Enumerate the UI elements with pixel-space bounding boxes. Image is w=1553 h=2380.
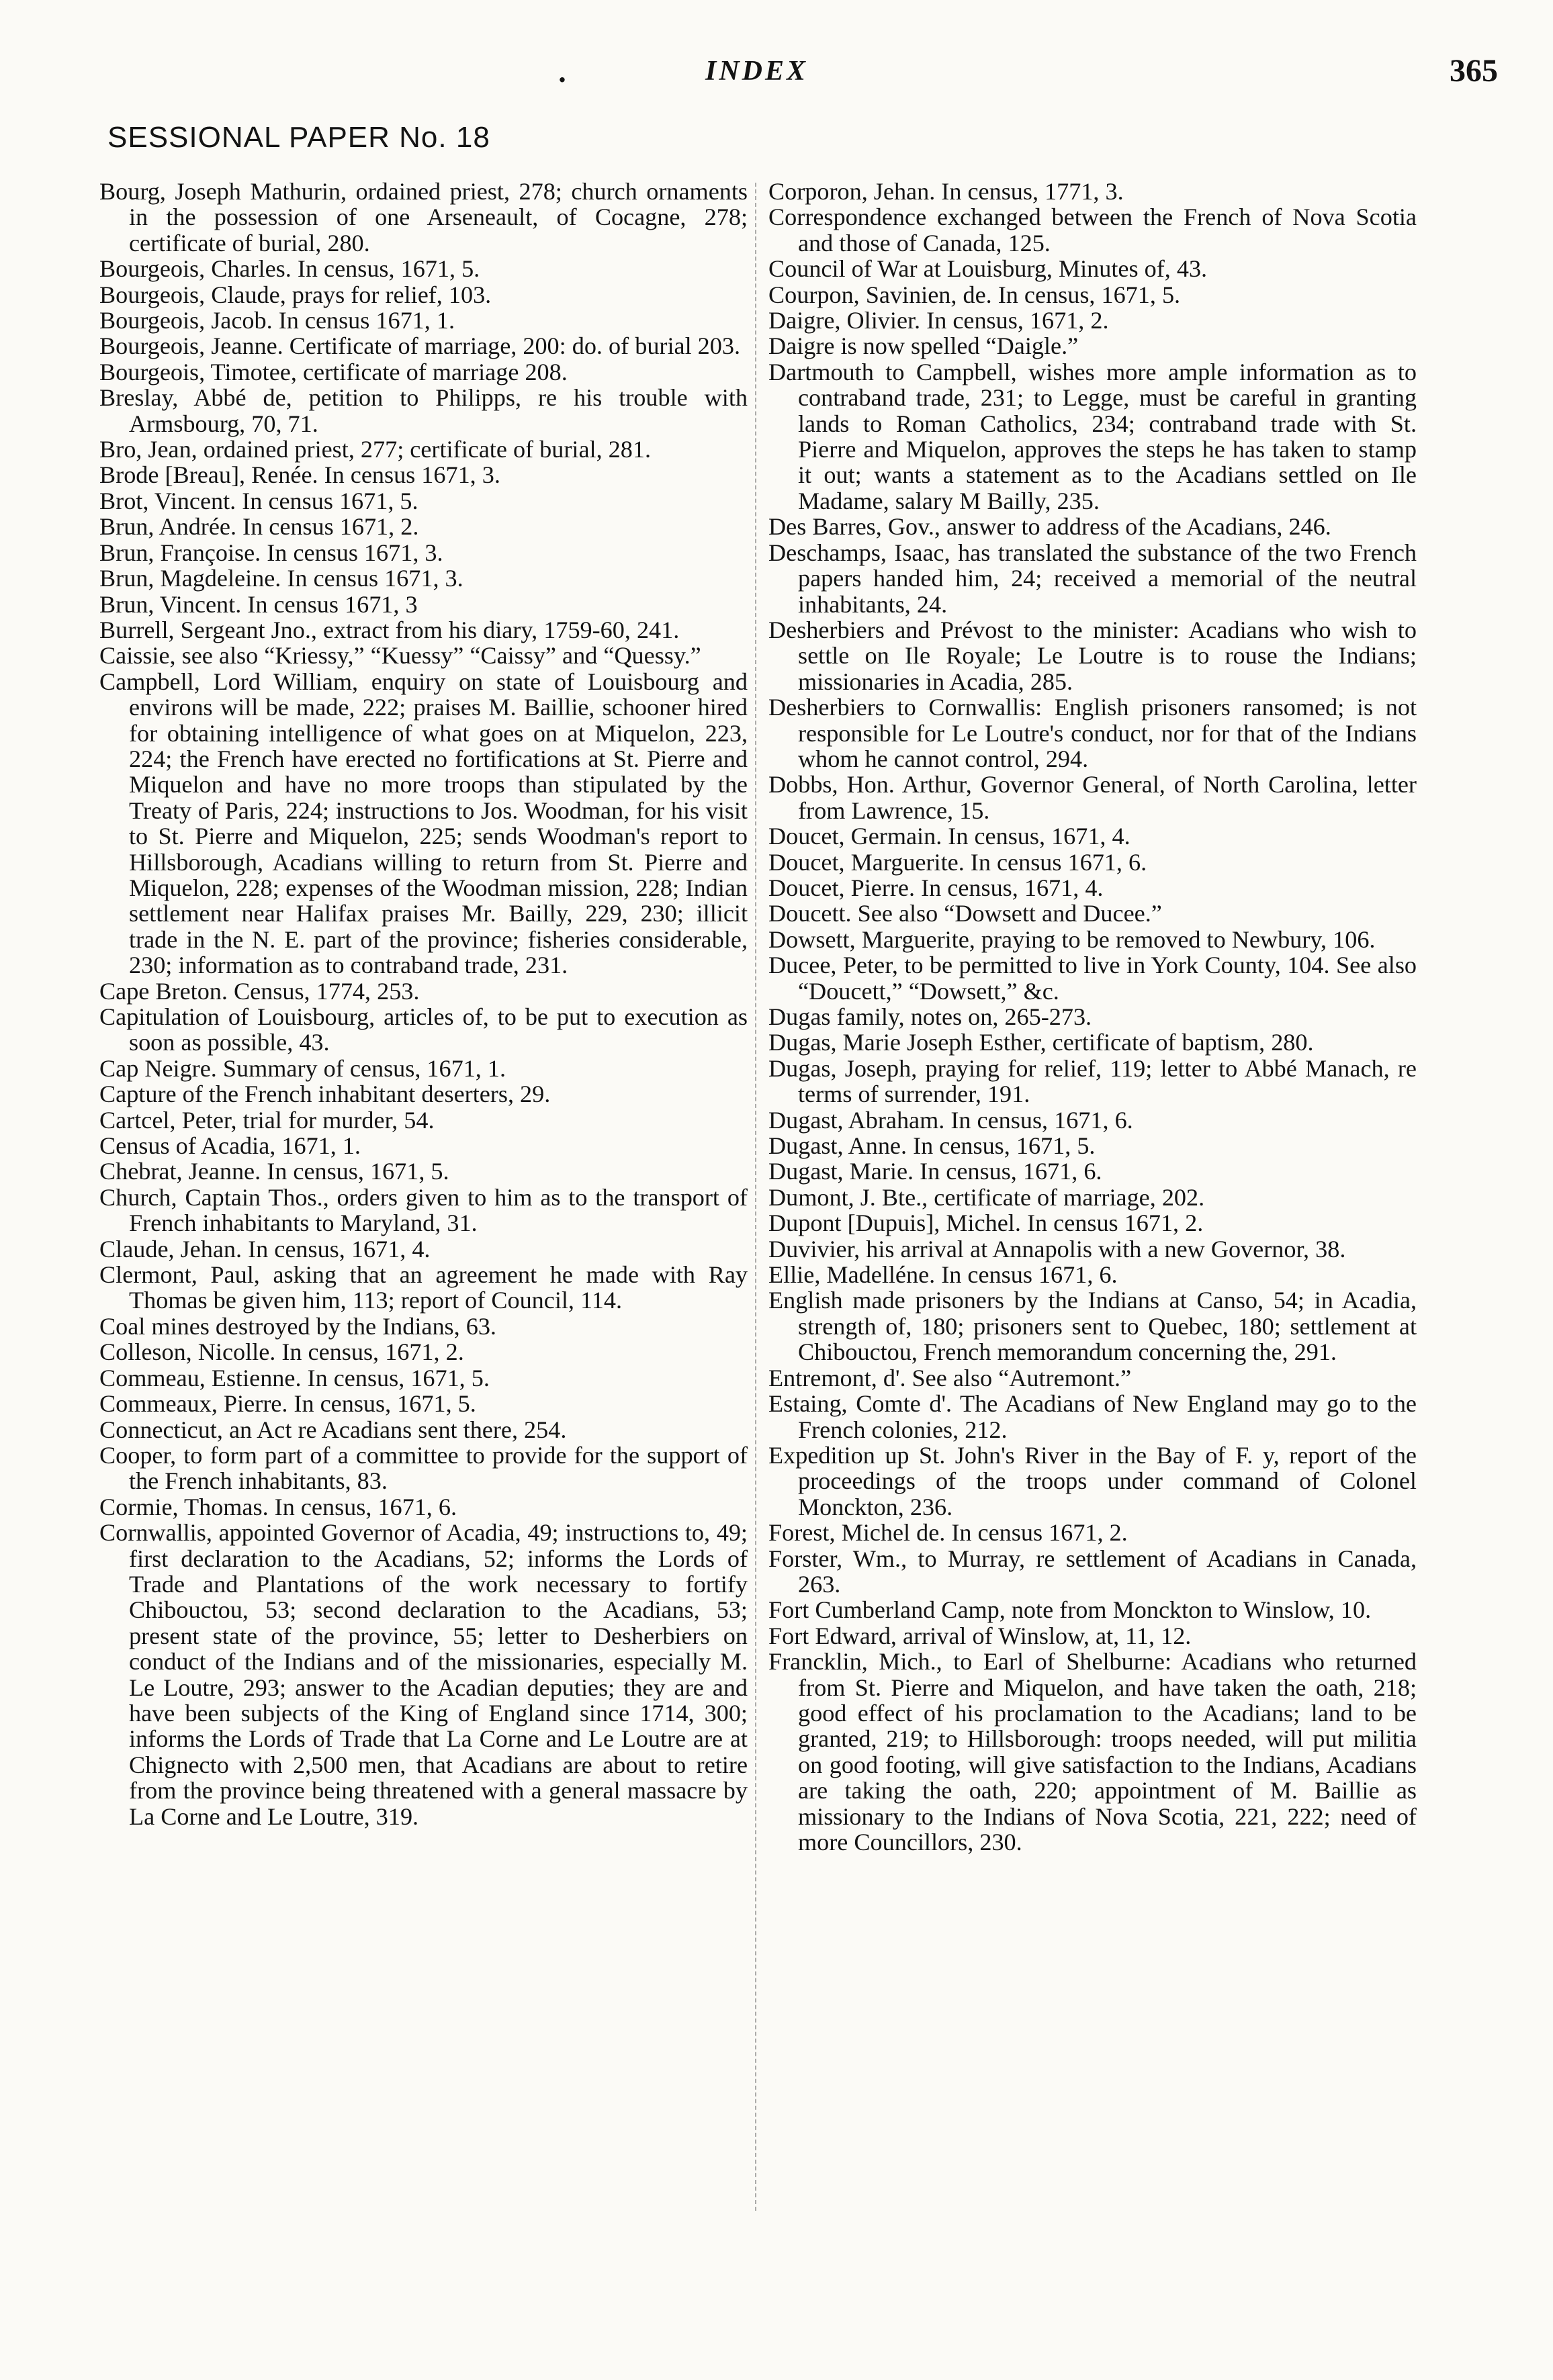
index-entry: Forster, Wm., to Murray, re settlement of Acadians in Canada, 263. (768, 1545, 1417, 1598)
index-entry: Deschamps, Isaac, has translated the substance of the two French papers handed him, 24; received a memorial of the neutral inhabitants, 24. (768, 539, 1417, 618)
index-entry: Bourgeois, Charles. In census, 1671, 5. (99, 255, 480, 283)
index-entry: Cartcel, Peter, trial for murder, 54. (99, 1106, 435, 1134)
index-entry: Cooper, to form part of a committee to provide for the support of the French inhabitants, 83. (99, 1441, 748, 1495)
header-dot: · (558, 64, 567, 96)
index-entry: Claude, Jehan. In census, 1671, 4. (99, 1235, 431, 1263)
index-entry: Cornwallis, appointed Governor of Acadia, 49; instructions to, 49; first declaration to the Acadians, 52; informs the Lords of Trade and Plantations of the work necessary to fortify Chibouctou, 53; second declaration to the Acadians, 53; present state of the province, 55; letter to Desherbiers on conduct of the Indians and of the missionaries, especially M. Le Loutre, 293; answer to the Acadian deputies; they are and have been subjects of the King of England since 1714, 300; informs the Lords of Trade that La Corne and Le Loutre are at Chignecto with 2,500 men, that Acadians are about to retire from the province being threatened with a general massacre by La Corne and Le Loutre, 319. (99, 1519, 748, 1830)
index-entry: Bro, Jean, ordained priest, 277; certificate of burial, 281. (99, 436, 651, 463)
index-entry: Dowsett, Marguerite, praying to be removed to Newbury, 106. (768, 925, 1376, 953)
index-entry: Daigre is now spelled “Daigle.” (768, 332, 1079, 360)
index-entry: Commeau, Estienne. In census, 1671, 5. (99, 1364, 490, 1391)
index-entry: Dugast, Abraham. In census, 1671, 6. (768, 1106, 1133, 1134)
index-entry: Campbell, Lord William, enquiry on state of Louisbourg and environs will be made, 222; praises M. Baillie, schooner hired for obtaining intelligence of what goes on at Miquelon, 223, 224; the French have erected no fortifications at St. Pierre and Miquelon and have no more troops than stipulated by the Treaty of Paris, 224; instructions to Jos. Woodman, for his visit to St. Pierre and Miquelon, 225; sends Woodman's report to Hillsborough, Acadians willing to return from St. Pierre and Miquelon, 228; expenses of the Woodman mission, 228; Indian settlement near Halifax praises Mr. Bailly, 229, 230; illicit trade in the N. E. part of the province; fisheries considerable, 230; information as to contraband trade, 231. (99, 668, 748, 979)
index-entry: Forest, Michel de. In census 1671, 2. (768, 1519, 1128, 1547)
index-entry: Bourgeois, Timotee, certificate of marriage 208. (99, 358, 568, 385)
column-divider (755, 183, 756, 2211)
index-entry: Dumont, J. Bte., certificate of marriage, 202. (768, 1183, 1205, 1211)
index-entry: Ducee, Peter, to be permitted to live in York County, 104. See also “Doucett,” “Dowsett,” &c. (768, 952, 1417, 1005)
index-entry: Commeaux, Pierre. In census, 1671, 5. (99, 1390, 476, 1418)
index-entry: Ellie, Madelléne. In census 1671, 6. (768, 1261, 1118, 1289)
index-entry: Council of War at Louisburg, Minutes of, 43. (768, 255, 1208, 283)
index-entry: Bourgeois, Claude, prays for relief, 103. (99, 281, 492, 308)
index-entry: Dartmouth to Campbell, wishes more ample information as to contraband trade, 231; to Legge, must be careful in granting lands to Roman Catholics, 234; contraband trade with St. Pierre and Miquelon, approves the steps he has taken to stamp it out; wants a statement as to the Acadians settled on Ile Madame, salary M Bailly, 235. (768, 358, 1417, 514)
index-entry: Dugast, Anne. In census, 1671, 5. (768, 1132, 1096, 1160)
index-entry: Doucet, Germain. In census, 1671, 4. (768, 823, 1130, 850)
index-entry: Fort Cumberland Camp, note from Monckton to Winslow, 10. (768, 1596, 1372, 1624)
index-entry: Dugas family, notes on, 265-273. (768, 1003, 1092, 1030)
index-entry: Desherbiers and Prévost to the minister: Acadians who wish to settle on Ile Royale; Le Loutre is to rouse the Indians; missionaries in Acadia, 285. (768, 616, 1417, 695)
index-entry: Courpon, Savinien, de. In census, 1671, 5. (768, 281, 1181, 308)
index-entry: Colleson, Nicolle. In census, 1671, 2. (99, 1338, 464, 1366)
index-entry: Expedition up St. John's River in the Bay of F. y, report of the proceedings of the troops under command of Colonel Monckton, 236. (768, 1441, 1417, 1520)
index-entry: Desherbiers to Cornwallis: English prisoners ransomed; is not responsible for Le Loutre's conduct, nor for that of the Indians whom he cannot control, 294. (768, 694, 1417, 772)
index-entry: Daigre, Olivier. In census, 1671, 2. (768, 307, 1109, 334)
index-entry: Census of Acadia, 1671, 1. (99, 1132, 361, 1160)
index-entry: Chebrat, Jeanne. In census, 1671, 5. (99, 1158, 449, 1185)
index-entry: Capitulation of Louisbourg, articles of, to be put to execution as soon as possible, 43. (99, 1003, 748, 1056)
index-entry: Burrell, Sergeant Jno., extract from his diary, 1759-60, 241. (99, 616, 680, 643)
index-column-left (99, 179, 748, 1829)
index-entry: Des Barres, Gov., answer to address of the Acadians, 246. (768, 513, 1331, 541)
index-entry: Doucet, Marguerite. In census 1671, 6. (768, 848, 1147, 876)
index-entry: Brun, Vincent. In census 1671, 3 (99, 590, 418, 618)
running-title: INDEX (705, 56, 809, 87)
index-entry: Capture of the French inhabitant deserters, 29. (99, 1081, 551, 1108)
index-entry: Francklin, Mich., to Earl of Shelburne: Acadians who returned from St. Pierre and Miquelon, and have taken the oath, 218; good effect of his proclamation to the Acadians; land to be granted, 219; to Hillsborough: troops needed, will put militia on good footing, will give satisfaction to the Indians, Acadians are taking the oath, 220; appointment of M. Baillie as missionary to the Indians of Nova Scotia, 221, 222; need of more Councillors, 230. (768, 1648, 1417, 1856)
index-entry: Cormie, Thomas. In census, 1671, 6. (99, 1493, 457, 1520)
index-entry: Caissie, see also “Kriessy,” “Kuessy” “Caissy” and “Quessy.” (99, 642, 701, 670)
index-entry: Brun, Magdeleine. In census 1671, 3. (99, 565, 463, 592)
index-entry: Dugas, Joseph, praying for relief, 119; letter to Abbé Manach, re terms of surrender, 191. (768, 1054, 1417, 1108)
index-entry: Breslay, Abbé de, petition to Philipps, re his trouble with Armsbourg, 70, 71. (99, 384, 748, 437)
page-header (0, 0, 1553, 175)
page-number: 365 (1450, 53, 1498, 89)
sessional-paper-label: SESSIONAL PAPER No. 18 (107, 121, 490, 154)
index-entry: Brode [Breau], Renée. In census 1671, 3. (99, 461, 500, 489)
index-entry: Bourg, Joseph Mathurin, ordained priest, 278; church ornaments in the possession of one Arseneault, of Cocagne, 278; certificate of burial, 280. (99, 178, 748, 257)
index-entry: Correspondence exchanged between the French of Nova Scotia and those of Canada, 125. (768, 203, 1417, 257)
index-entry: Brun, Françoise. In census 1671, 3. (99, 539, 443, 566)
index-entry: Doucet, Pierre. In census, 1671, 4. (768, 874, 1104, 901)
index-entry: Corporon, Jehan. In census, 1771, 3. (768, 178, 1124, 205)
index-entry: Estaing, Comte d'. The Acadians of New England may go to the French colonies, 212. (768, 1390, 1417, 1443)
index-entry: Brot, Vincent. In census 1671, 5. (99, 487, 418, 514)
index-entry: Cap Neigre. Summary of census, 1671, 1. (99, 1054, 506, 1082)
index-entry: Coal mines destroyed by the Indians, 63. (99, 1312, 496, 1340)
index-entry: Bourgeois, Jacob. In census 1671, 1. (99, 307, 455, 334)
index-entry: Brun, Andrée. In census 1671, 2. (99, 513, 419, 541)
index-entry: Bourgeois, Jeanne. Certificate of marriage, 200: do. of burial 203. (99, 332, 741, 360)
index-entry: Clermont, Paul, asking that an agreement he made with Ray Thomas be given him, 113; report of Council, 114. (99, 1261, 748, 1314)
index-entry: English made prisoners by the Indians at Canso, 54; in Acadia, strength of, 180; prisoners sent to Quebec, 180; settlement at Chibouctou, French memorandum concerning the, 291. (768, 1287, 1417, 1366)
index-entry: Doucett. See also “Dowsett and Ducee.” (768, 900, 1162, 927)
index-entry: Entremont, d'. See also “Autremont.” (768, 1364, 1132, 1391)
index-entry: Connecticut, an Act re Acadians sent there, 254. (99, 1416, 567, 1443)
index-entry: Fort Edward, arrival of Winslow, at, 11, 12. (768, 1622, 1192, 1649)
index-entry: Cape Breton. Census, 1774, 253. (99, 977, 420, 1005)
index-entry: Dobbs, Hon. Arthur, Governor General, of North Carolina, letter from Lawrence, 15. (768, 771, 1417, 824)
index-entry: Church, Captain Thos., orders given to him as to the transport of French inhabitants to Maryland, 31. (99, 1183, 748, 1237)
index-entry: Dugast, Marie. In census, 1671, 6. (768, 1158, 1102, 1185)
index-entry: Dugas, Marie Joseph Esther, certificate of baptism, 280. (768, 1029, 1314, 1056)
index-entry: Dupont [Dupuis], Michel. In census 1671, 2. (768, 1209, 1204, 1237)
index-entry: Duvivier, his arrival at Annapolis with a new Governor, 38. (768, 1235, 1346, 1263)
index-column-right (768, 179, 1417, 1855)
